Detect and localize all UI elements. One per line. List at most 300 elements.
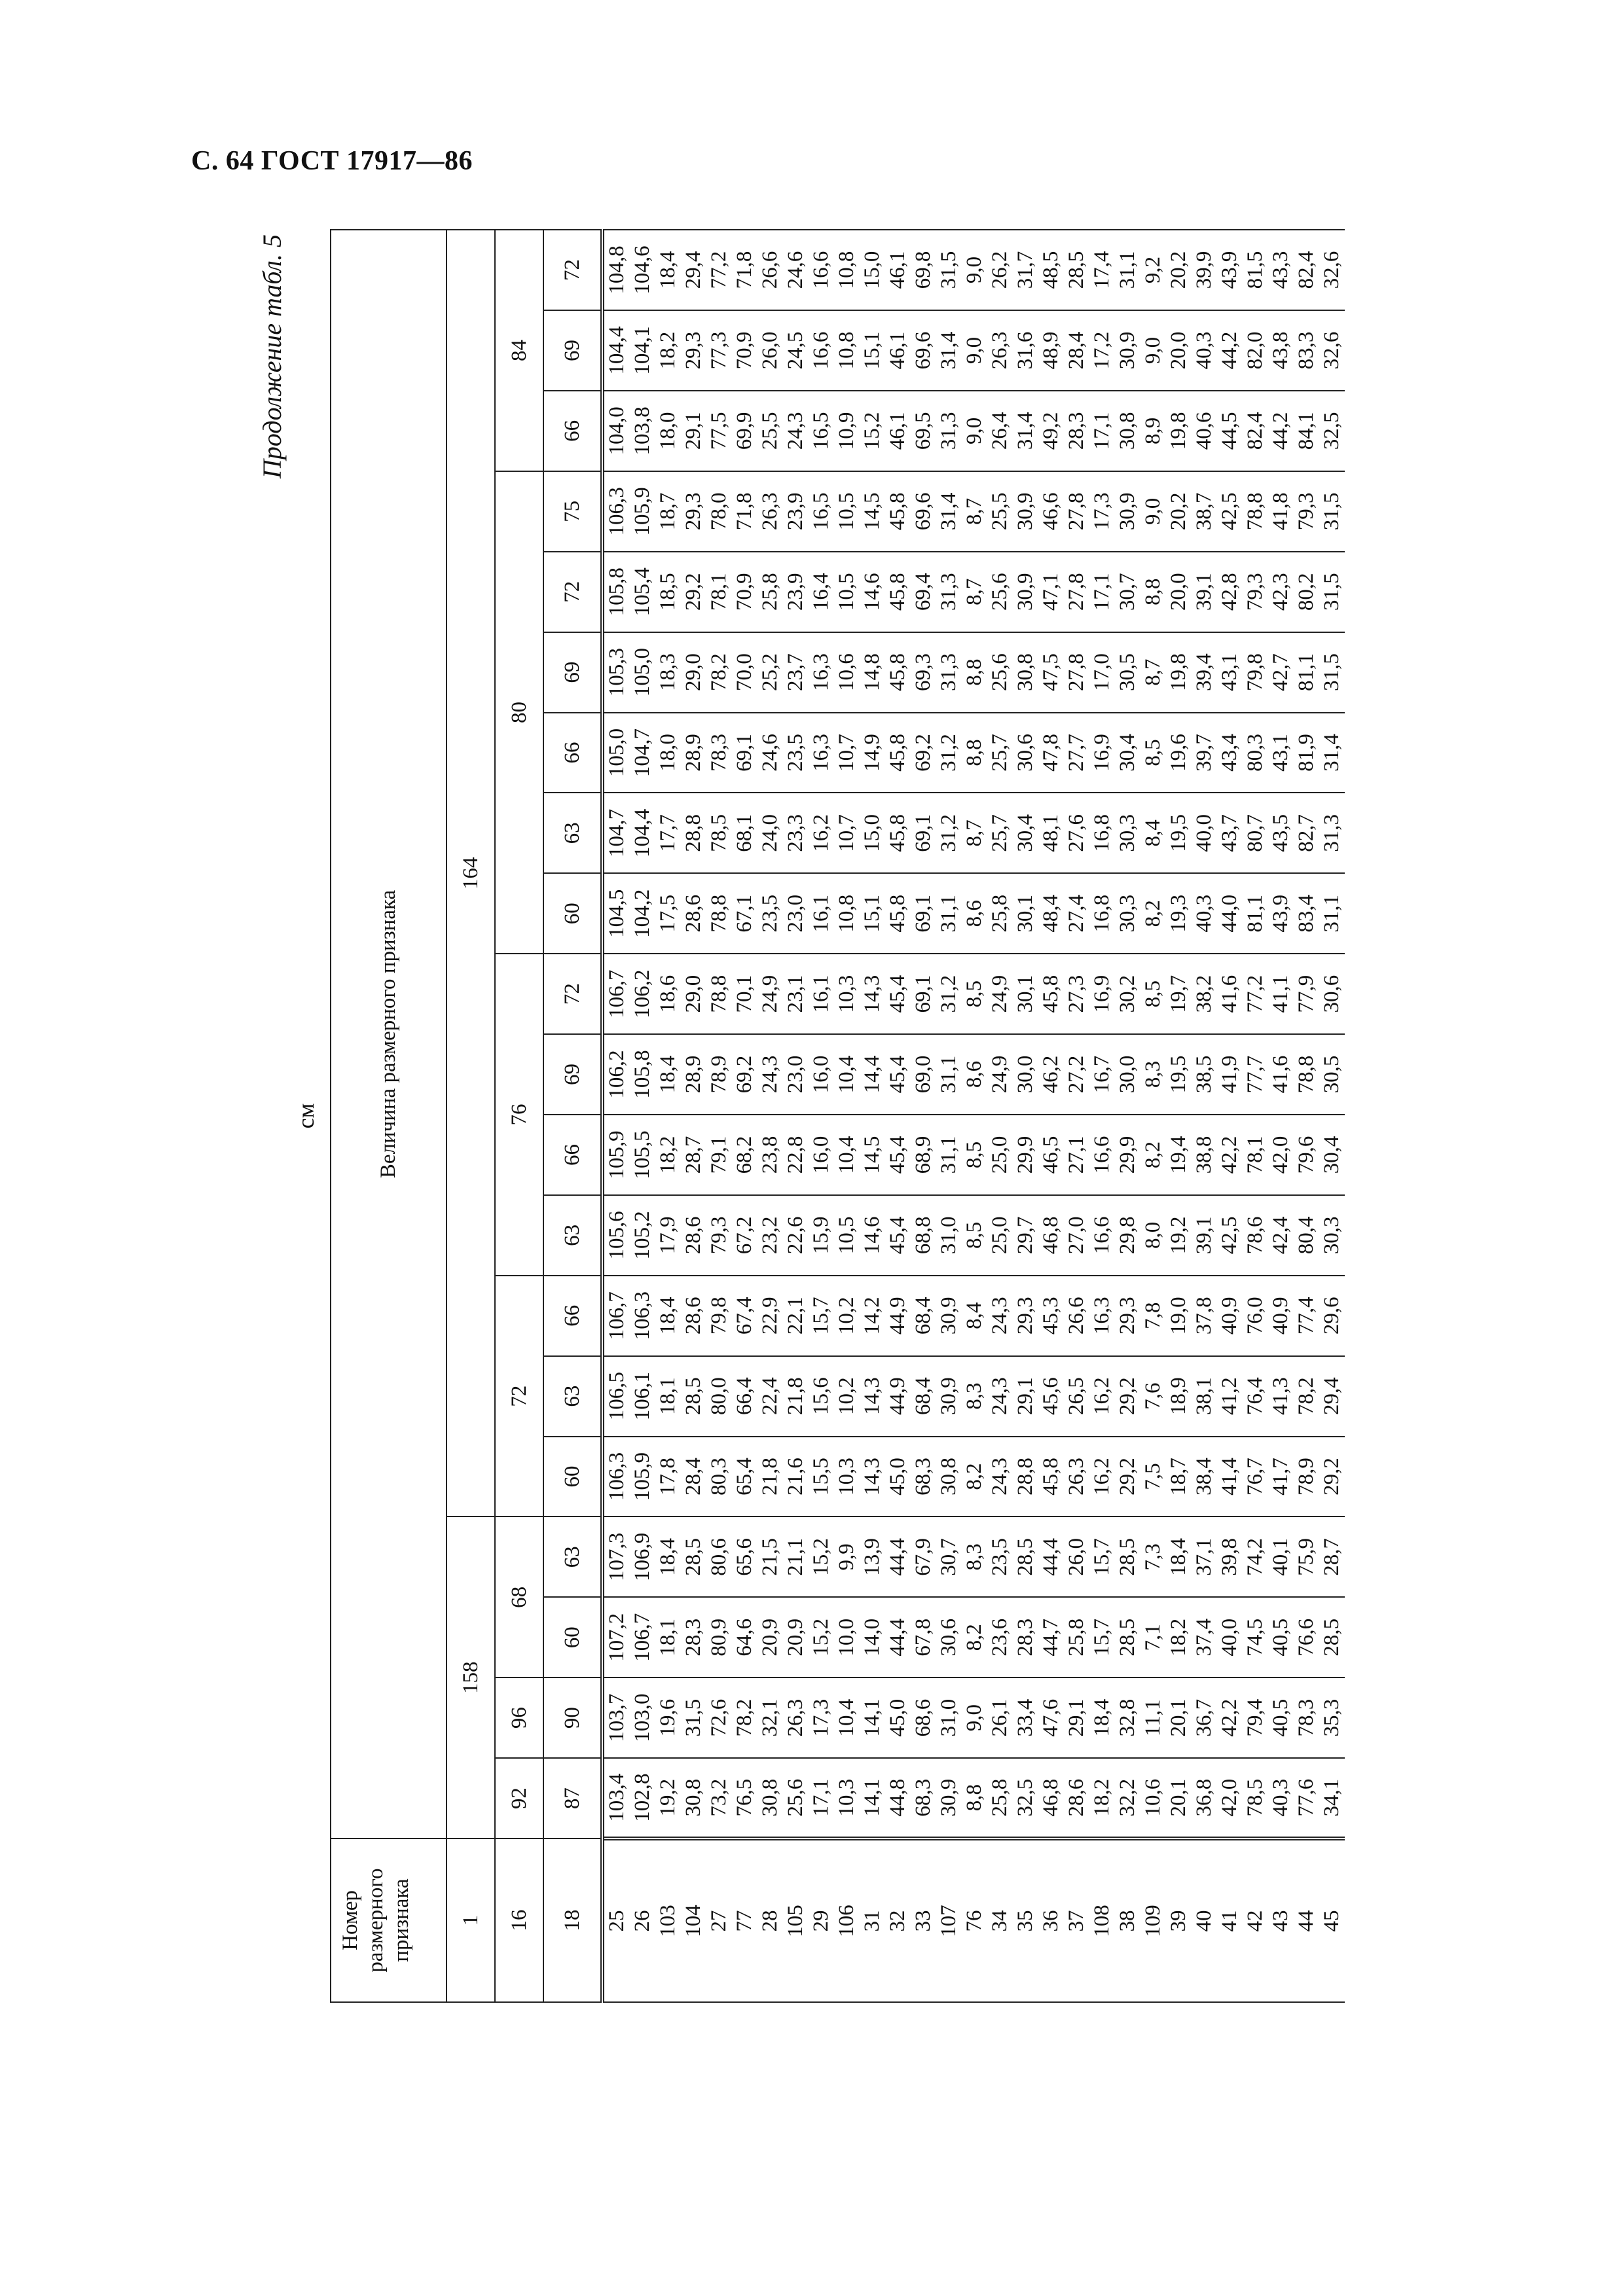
value-cell: 45,8 <box>885 632 911 713</box>
value-cell: 31,3 <box>936 632 962 713</box>
value-cell: 17,4 <box>1089 230 1115 310</box>
value-cell: 10,8 <box>834 873 860 954</box>
feature-number-cell: 106 <box>834 1839 860 2002</box>
value-cell: 45,8 <box>885 713 911 793</box>
value-cell: 14,6 <box>860 1195 885 1276</box>
value-cell: 106,7 <box>602 954 630 1034</box>
value-cell: 78,5 <box>1243 1758 1268 1839</box>
value-cell: 24,9 <box>757 954 783 1034</box>
value-cell: 80,3 <box>706 1437 732 1517</box>
feature-number-cell: 42 <box>1243 1839 1268 2002</box>
value-cell: 44,7 <box>1038 1597 1064 1677</box>
value-cell: 18,0 <box>655 713 681 793</box>
value-cell: 43,4 <box>1217 713 1243 793</box>
value-cell: 70,0 <box>732 632 757 713</box>
value-cell: 104,1 <box>630 310 655 391</box>
value-cell: 104,4 <box>630 793 655 873</box>
value-cell: 106,2 <box>630 954 655 1034</box>
value-cell: 104,8 <box>602 230 630 310</box>
value-cell: 44,8 <box>885 1758 911 1839</box>
feature-number-cell: 41 <box>1217 1839 1243 2002</box>
size-header-18: 69 <box>543 310 602 391</box>
value-cell: 17,9 <box>655 1195 681 1276</box>
value-cell: 41,9 <box>1217 1034 1243 1115</box>
value-cell: 23,2 <box>757 1195 783 1276</box>
value-cell: 16,5 <box>809 471 834 552</box>
value-cell: 103,4 <box>602 1758 630 1839</box>
value-cell: 64,6 <box>732 1597 757 1677</box>
value-cell: 46,1 <box>885 310 911 391</box>
value-cell: 28,5 <box>1115 1597 1140 1677</box>
value-cell: 24,3 <box>987 1276 1013 1356</box>
value-cell: 25,8 <box>1064 1597 1089 1677</box>
value-cell: 45,8 <box>885 552 911 632</box>
value-cell: 16,4 <box>809 552 834 632</box>
value-cell: 40,5 <box>1268 1677 1294 1758</box>
value-cell: 25,7 <box>987 713 1013 793</box>
value-cell: 38,2 <box>1192 954 1217 1034</box>
value-cell: 105,9 <box>602 1115 630 1195</box>
value-cell: 28,6 <box>1064 1758 1089 1839</box>
value-cell: 74,2 <box>1243 1516 1268 1597</box>
value-cell: 31,6 <box>1013 310 1038 391</box>
value-cell: 8,8 <box>1140 552 1166 632</box>
value-cell: 30,2 <box>1115 954 1140 1034</box>
value-cell: 68,1 <box>732 793 757 873</box>
value-cell: 14,4 <box>860 1034 885 1115</box>
value-cell: 31,3 <box>936 552 962 632</box>
value-cell: 106,3 <box>602 1437 630 1517</box>
table-row <box>1268 230 1294 2002</box>
value-cell: 28,4 <box>681 1437 706 1517</box>
value-cell: 31,4 <box>936 310 962 391</box>
value-cell: 24,0 <box>757 793 783 873</box>
value-cell: 24,9 <box>987 954 1013 1034</box>
value-cell: 46,2 <box>1038 1034 1064 1115</box>
value-cell: 22,8 <box>783 1115 809 1195</box>
value-cell: 18,1 <box>655 1597 681 1677</box>
value-cell: 74,5 <box>1243 1597 1268 1677</box>
value-cell: 15,5 <box>809 1437 834 1517</box>
value-cell: 106,3 <box>630 1276 655 1356</box>
value-cell: 31,5 <box>1319 552 1345 632</box>
row-label-18: 18 <box>543 1839 602 2002</box>
value-cell: 16,5 <box>809 391 834 471</box>
value-cell: 14,0 <box>860 1597 885 1677</box>
value-cell: 46,1 <box>885 230 911 310</box>
value-cell: 30,1 <box>1013 954 1038 1034</box>
value-cell: 28,6 <box>681 873 706 954</box>
value-cell: 41,6 <box>1268 1034 1294 1115</box>
value-cell: 10,6 <box>1140 1758 1166 1839</box>
feature-number-cell: 103 <box>655 1839 681 2002</box>
value-cell: 69,1 <box>911 793 936 873</box>
feature-number-cell: 40 <box>1192 1839 1217 2002</box>
size-header-18: 66 <box>543 391 602 471</box>
value-cell: 80,7 <box>1243 793 1268 873</box>
value-cell: 105,8 <box>602 552 630 632</box>
value-cell: 28,6 <box>681 1195 706 1276</box>
value-cell: 40,6 <box>1192 391 1217 471</box>
value-cell: 39,8 <box>1217 1516 1243 1597</box>
value-cell: 31,2 <box>936 713 962 793</box>
value-cell: 105,4 <box>630 552 655 632</box>
value-cell: 23,9 <box>783 552 809 632</box>
value-cell: 82,7 <box>1294 793 1319 873</box>
feature-number-cell: 33 <box>911 1839 936 2002</box>
value-cell: 8,2 <box>1140 1115 1166 1195</box>
value-cell: 30,8 <box>1115 391 1140 471</box>
value-cell: 16,6 <box>809 310 834 391</box>
value-cell: 26,6 <box>1064 1276 1089 1356</box>
group-1-158: 158 <box>447 1516 495 1839</box>
value-cell: 31,1 <box>1319 873 1345 954</box>
value-cell: 29,9 <box>1115 1115 1140 1195</box>
feature-number-cell: 32 <box>885 1839 911 2002</box>
group-16-96: 96 <box>495 1677 543 1758</box>
value-cell: 28,5 <box>1115 1516 1140 1597</box>
value-cell: 38,5 <box>1192 1034 1217 1115</box>
value-cell: 27,8 <box>1064 632 1089 713</box>
size-header-18: 72 <box>543 954 602 1034</box>
feature-number-cell: 28 <box>757 1839 783 2002</box>
value-cell: 69,1 <box>911 873 936 954</box>
value-cell: 23,9 <box>783 471 809 552</box>
value-cell: 76,6 <box>1294 1597 1319 1677</box>
value-cell: 18,7 <box>1166 1437 1192 1517</box>
value-cell: 20,0 <box>1166 552 1192 632</box>
value-cell: 78,9 <box>1294 1437 1319 1517</box>
value-cell: 29,3 <box>1115 1276 1140 1356</box>
value-cell: 68,8 <box>911 1195 936 1276</box>
value-cell: 26,4 <box>987 391 1013 471</box>
value-cell: 41,2 <box>1217 1356 1243 1437</box>
value-cell: 28,9 <box>681 713 706 793</box>
size-header-18: 72 <box>543 552 602 632</box>
value-cell: 24,9 <box>987 1034 1013 1115</box>
value-cell: 25,8 <box>987 1758 1013 1839</box>
value-cell: 29,6 <box>1319 1276 1345 1356</box>
value-cell: 77,6 <box>1294 1758 1319 1839</box>
value-cell: 41,1 <box>1268 954 1294 1034</box>
value-cell: 22,9 <box>757 1276 783 1356</box>
value-cell: 8,8 <box>962 1758 987 1839</box>
value-cell: 82,4 <box>1243 391 1268 471</box>
value-cell: 28,7 <box>681 1115 706 1195</box>
value-cell: 25,6 <box>987 632 1013 713</box>
value-cell: 17,2 <box>1089 310 1115 391</box>
value-cell: 18,4 <box>655 1034 681 1115</box>
feature-number-cell: 107 <box>936 1839 962 2002</box>
size-header-18: 60 <box>543 1597 602 1677</box>
feature-number-cell: 108 <box>1089 1839 1115 2002</box>
table-row <box>732 230 757 2002</box>
value-cell: 23,3 <box>783 793 809 873</box>
value-cell: 78,8 <box>1243 471 1268 552</box>
value-cell: 8,7 <box>962 471 987 552</box>
value-cell: 78,0 <box>706 471 732 552</box>
table-row <box>630 230 655 2002</box>
table-row <box>1166 230 1192 2002</box>
value-cell: 18,6 <box>655 954 681 1034</box>
value-cell: 29,8 <box>1115 1195 1140 1276</box>
value-cell: 8,2 <box>1140 873 1166 954</box>
value-cell: 26,2 <box>987 230 1013 310</box>
value-cell: 18,2 <box>655 310 681 391</box>
value-cell: 19,0 <box>1166 1276 1192 1356</box>
value-cell: 31,1 <box>936 1034 962 1115</box>
size-header-18: 69 <box>543 632 602 713</box>
table-row <box>834 230 860 2002</box>
value-cell: 20,1 <box>1166 1758 1192 1839</box>
value-cell: 15,0 <box>860 230 885 310</box>
value-cell: 23,0 <box>783 1034 809 1115</box>
value-cell: 18,2 <box>655 1115 681 1195</box>
value-cell: 106,1 <box>630 1356 655 1437</box>
value-cell: 10,0 <box>834 1597 860 1677</box>
feature-number-cell: 37 <box>1064 1839 1089 2002</box>
value-cell: 71,8 <box>732 471 757 552</box>
value-cell: 29,1 <box>1064 1677 1089 1758</box>
feature-number-cell: 36 <box>1038 1839 1064 2002</box>
value-cell: 68,4 <box>911 1356 936 1437</box>
value-cell: 16,1 <box>809 873 834 954</box>
value-cell: 16,7 <box>1089 1034 1115 1115</box>
value-cell: 32,6 <box>1319 310 1345 391</box>
table-row <box>1217 230 1243 2002</box>
value-cell: 43,9 <box>1268 873 1294 954</box>
value-cell: 43,8 <box>1268 310 1294 391</box>
value-cell: 104,2 <box>630 873 655 954</box>
value-cell: 37,4 <box>1192 1597 1217 1677</box>
table-row <box>1294 230 1319 2002</box>
value-cell: 105,9 <box>630 1437 655 1517</box>
value-cell: 8,6 <box>962 1034 987 1115</box>
value-cell: 29,2 <box>1115 1437 1140 1517</box>
value-cell: 68,2 <box>732 1115 757 1195</box>
value-cell: 16,1 <box>809 954 834 1034</box>
value-cell: 22,4 <box>757 1356 783 1437</box>
value-cell: 48,9 <box>1038 310 1064 391</box>
value-cell: 42,4 <box>1268 1195 1294 1276</box>
value-cell: 45,8 <box>885 471 911 552</box>
value-cell: 78,8 <box>706 954 732 1034</box>
value-cell: 69,3 <box>911 632 936 713</box>
value-cell: 15,7 <box>1089 1516 1115 1597</box>
value-cell: 31,5 <box>936 230 962 310</box>
value-cell: 28,6 <box>681 1276 706 1356</box>
value-cell: 44,9 <box>885 1276 911 1356</box>
value-cell: 25,5 <box>987 471 1013 552</box>
value-cell: 30,7 <box>1115 552 1140 632</box>
value-cell: 82,4 <box>1294 230 1319 310</box>
value-cell: 30,3 <box>1319 1195 1345 1276</box>
value-cell: 16,8 <box>1089 793 1115 873</box>
feature-number-cell: 76 <box>962 1839 987 2002</box>
value-cell: 84,1 <box>1294 391 1319 471</box>
value-cell: 29,3 <box>681 471 706 552</box>
value-cell: 39,9 <box>1192 230 1217 310</box>
value-cell: 17,3 <box>809 1677 834 1758</box>
value-cell: 24,5 <box>783 310 809 391</box>
value-cell: 80,9 <box>706 1597 732 1677</box>
value-cell: 76,7 <box>1243 1437 1268 1517</box>
value-cell: 44,2 <box>1217 310 1243 391</box>
value-cell: 43,1 <box>1217 632 1243 713</box>
value-cell: 105,6 <box>602 1195 630 1276</box>
value-cell: 8,6 <box>962 873 987 954</box>
value-cell: 79,3 <box>706 1195 732 1276</box>
value-cell: 104,5 <box>602 873 630 954</box>
value-cell: 44,2 <box>1268 391 1294 471</box>
value-cell: 21,8 <box>783 1356 809 1437</box>
value-cell: 30,3 <box>1115 793 1140 873</box>
value-cell: 10,7 <box>834 713 860 793</box>
size-header-18: 60 <box>543 873 602 954</box>
value-cell: 29,3 <box>1013 1276 1038 1356</box>
value-cell: 36,7 <box>1192 1677 1217 1758</box>
value-cell: 28,8 <box>681 793 706 873</box>
unit-label: см <box>293 1103 319 1129</box>
value-cell: 78,9 <box>706 1034 732 1115</box>
value-cell: 29,4 <box>681 230 706 310</box>
group-16-72: 72 <box>495 1276 543 1517</box>
value-cell: 70,9 <box>732 552 757 632</box>
value-cell: 9,0 <box>1140 471 1166 552</box>
value-cell: 48,1 <box>1038 793 1064 873</box>
value-cell: 15,0 <box>860 793 885 873</box>
value-cell: 102,8 <box>630 1758 655 1839</box>
value-cell: 103,7 <box>602 1677 630 1758</box>
value-cell: 21,5 <box>757 1516 783 1597</box>
value-cell: 20,2 <box>1166 230 1192 310</box>
value-cell: 103,8 <box>630 391 655 471</box>
value-cell: 16,2 <box>809 793 834 873</box>
value-cell: 10,5 <box>834 471 860 552</box>
value-cell: 14,3 <box>860 1356 885 1437</box>
value-cell: 20,9 <box>783 1597 809 1677</box>
value-cell: 68,3 <box>911 1758 936 1839</box>
table-row <box>681 230 706 2002</box>
table-row <box>1089 230 1115 2002</box>
value-cell: 78,6 <box>1243 1195 1268 1276</box>
value-cell: 27,8 <box>1064 552 1089 632</box>
value-cell: 11,1 <box>1140 1677 1166 1758</box>
value-cell: 15,1 <box>860 873 885 954</box>
value-cell: 45,4 <box>885 1115 911 1195</box>
value-cell: 7,5 <box>1140 1437 1166 1517</box>
value-cell: 31,0 <box>936 1195 962 1276</box>
value-cell: 69,5 <box>911 391 936 471</box>
value-cell: 19,4 <box>1166 1115 1192 1195</box>
value-cell: 34,1 <box>1319 1758 1345 1839</box>
value-cell: 68,3 <box>911 1437 936 1517</box>
value-cell: 14,8 <box>860 632 885 713</box>
value-cell: 9,2 <box>1140 230 1166 310</box>
value-cell: 24,6 <box>783 230 809 310</box>
value-cell: 16,2 <box>1089 1356 1115 1437</box>
value-cell: 31,1 <box>936 1115 962 1195</box>
value-cell: 106,3 <box>602 471 630 552</box>
value-cell: 30,8 <box>681 1758 706 1839</box>
value-cell: 15,2 <box>809 1516 834 1597</box>
value-cell: 30,9 <box>1115 471 1140 552</box>
value-cell: 26,3 <box>987 310 1013 391</box>
value-cell: 40,0 <box>1217 1597 1243 1677</box>
value-cell: 15,9 <box>809 1195 834 1276</box>
value-cell: 31,4 <box>936 471 962 552</box>
value-cell: 67,1 <box>732 873 757 954</box>
value-cell: 39,7 <box>1192 713 1217 793</box>
value-cell: 70,1 <box>732 954 757 1034</box>
table-row <box>1013 230 1038 2002</box>
value-cell: 19,3 <box>1166 873 1192 954</box>
value-cell: 30,4 <box>1115 713 1140 793</box>
value-cell: 78,3 <box>1294 1677 1319 1758</box>
value-cell: 69,8 <box>911 230 936 310</box>
value-cell: 18,1 <box>655 1356 681 1437</box>
value-cell: 104,4 <box>602 310 630 391</box>
value-cell: 106,9 <box>630 1516 655 1597</box>
value-cell: 39,1 <box>1192 552 1217 632</box>
value-cell: 35,3 <box>1319 1677 1345 1758</box>
size-header-18: 66 <box>543 713 602 793</box>
table-row <box>860 230 885 2002</box>
value-cell: 18,4 <box>655 230 681 310</box>
value-cell: 27,0 <box>1064 1195 1089 1276</box>
feature-number-cell: 105 <box>783 1839 809 2002</box>
value-cell: 10,4 <box>834 1677 860 1758</box>
group-16-76: 76 <box>495 954 543 1276</box>
value-cell: 42,5 <box>1217 471 1243 552</box>
value-cell: 23,6 <box>987 1597 1013 1677</box>
value-cell: 28,7 <box>1319 1516 1345 1597</box>
value-cell: 8,8 <box>962 713 987 793</box>
value-cell: 46,5 <box>1038 1115 1064 1195</box>
value-cell: 45,4 <box>885 1034 911 1115</box>
value-cell: 38,4 <box>1192 1437 1217 1517</box>
value-cell: 15,6 <box>809 1356 834 1437</box>
value-cell: 79,8 <box>1243 632 1268 713</box>
value-cell: 26,1 <box>987 1677 1013 1758</box>
table-row <box>1038 230 1064 2002</box>
value-cell: 17,5 <box>655 873 681 954</box>
value-cell: 77,3 <box>706 310 732 391</box>
value-cell: 15,7 <box>809 1276 834 1356</box>
value-cell: 65,4 <box>732 1437 757 1517</box>
value-cell: 80,4 <box>1294 1195 1319 1276</box>
value-cell: 78,3 <box>706 713 732 793</box>
value-cell: 30,9 <box>936 1758 962 1839</box>
value-cell: 17,3 <box>1089 471 1115 552</box>
value-cell: 31,4 <box>1013 391 1038 471</box>
feature-number-cell: 38 <box>1115 1839 1140 2002</box>
value-cell: 10,3 <box>834 1437 860 1517</box>
value-cell: 73,2 <box>706 1758 732 1839</box>
value-cell: 66,4 <box>732 1356 757 1437</box>
value-cell: 45,3 <box>1038 1276 1064 1356</box>
value-cell: 32,6 <box>1319 230 1345 310</box>
value-cell: 67,4 <box>732 1276 757 1356</box>
value-cell: 8,5 <box>962 1115 987 1195</box>
value-cell: 15,2 <box>860 391 885 471</box>
value-cell: 43,9 <box>1217 230 1243 310</box>
table-row <box>885 230 911 2002</box>
value-cell: 40,3 <box>1192 310 1217 391</box>
value-cell: 31,3 <box>936 391 962 471</box>
feature-number-cell: 26 <box>630 1839 655 2002</box>
value-cell: 77,2 <box>1243 954 1268 1034</box>
